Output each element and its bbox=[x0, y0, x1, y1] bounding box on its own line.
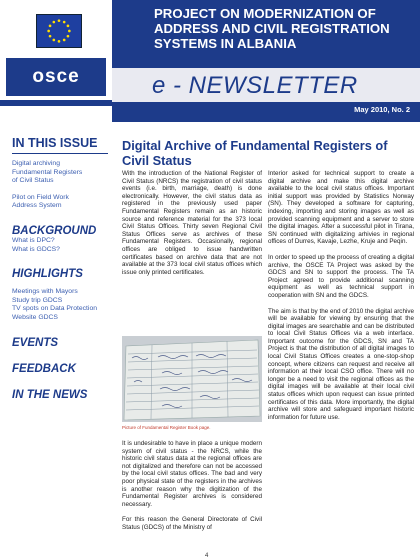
sidebar-link-civil-status[interactable]: of Civil Status bbox=[12, 177, 54, 185]
spacer bbox=[0, 186, 112, 194]
sidebar-link-address-system[interactable]: Address System bbox=[12, 202, 62, 210]
page-number: 4 bbox=[205, 553, 209, 559]
article-column-1-top bbox=[122, 170, 262, 284]
background-heading: BACKGROUND bbox=[12, 224, 97, 237]
highlights-heading: HIGHLIGHTS bbox=[12, 268, 83, 281]
in-the-news-heading[interactable]: IN THE NEWS bbox=[12, 388, 88, 401]
feedback-heading[interactable]: FEEDBACK bbox=[12, 362, 76, 375]
sidebar-link-fundamental-registers[interactable]: Fundamental Registers bbox=[12, 168, 83, 176]
osce-logo bbox=[6, 58, 106, 96]
newsletter-title: e - NEWSLETTER bbox=[152, 72, 358, 99]
register-book-photo bbox=[122, 336, 262, 422]
spacer bbox=[0, 211, 112, 225]
logo-underline bbox=[0, 100, 112, 106]
sidebar-link-digital-archiving[interactable]: Digital archiving bbox=[12, 160, 60, 167]
spacer bbox=[0, 375, 112, 389]
sidebar-rule bbox=[12, 153, 108, 154]
article-paragraph: With the introduction of the National Register of Civil Status (NRCS) the registration of civil status events (i.e. birth, marriage, death) is done electronically. However, the civil status data as registered in the previously used paper Fundamental Registers remain as an historic source and reference material for the 373 local Civil Status Offices. Thirty seven Regional Civil Status Offices serve as archives of these Fundamental Registers. Occasionally, regional offices are obliged to issue handwritten certificates based on archive data that are not available at the 373 local civil status offices which issue only printed certificates. bbox=[122, 170, 262, 276]
sidebar-link-tv-spots[interactable]: TV spots on Data Protection bbox=[12, 305, 98, 313]
sidebar-link-what-is-gdcs[interactable]: What is GDCS? bbox=[12, 245, 60, 253]
spacer bbox=[0, 254, 112, 268]
issue-date: May 2010, No. 2 bbox=[354, 105, 410, 114]
project-title: PROJECT ON MODERNIZATION OF ADDRESS AND CIVIL REGISTRATION SYSTEMS IN ALBANIA bbox=[154, 6, 390, 51]
logo-block bbox=[0, 0, 112, 122]
sidebar-link-meetings-mayors[interactable]: Meetings with Mayors bbox=[12, 288, 78, 296]
sidebar bbox=[0, 136, 112, 560]
sidebar-link-what-is-dpc[interactable]: What is DPC? bbox=[12, 236, 55, 244]
sidebar-link-pilot[interactable]: Pilot on Field Work bbox=[12, 193, 69, 201]
photo-caption: Picture of Fundamental Register Book page. bbox=[122, 425, 211, 430]
article-paragraph: It is undesirable to have in place a unique modern system of civil status - the NRCS, while the historic civil status data at the regional offices are not digitalized and therefore can not be accessed by the local civil status offices. The bad and very poor physical state of the registers in the archives is another reason why the digitization of the Fundamental Register archives is considered necessary. bbox=[122, 440, 262, 508]
article-column-2 bbox=[268, 170, 414, 429]
article-paragraph: Interior asked for technical support to create a digital archive and make this digital archive available to the local civil status offices. Important initial support was provided by Statistics Norway (SN). They developed a software for capturing, indexing, importing and storing images as well as provided scanning equipment and a server to store the digital images. After a successful pilot in Tirana, SN continued with digitalizing arhivies in regional offices of Durres, Kavaje, Lezhe, Kruje and Peqin. bbox=[268, 170, 414, 246]
events-heading[interactable]: EVENTS bbox=[12, 336, 59, 349]
spacer bbox=[0, 280, 112, 288]
osce-logo-text: osce bbox=[32, 66, 80, 87]
sidebar-link-website-gdcs[interactable]: Website GDCS bbox=[12, 313, 58, 321]
article-paragraph: The aim is that by the end of 2010 the digital archive will be available for viewing by ensuring that the digital images are searchable and can be distributed to local Civil Status Offices via a web interface. Important outcome for the GDCS, SN and TA Project is that the distribution of all digital images to local Civil Status Offices creates a one-stop-shop concept, where citizens can request and receive all information at their local CSO office. There will no longer be a need to visit the regional offices as the digital images will be available at their local civil status offices which upon request can issue printed certificates of this data. More importantly, the digital archive will store and safeguard important historic information for future use. bbox=[268, 307, 414, 421]
spacer bbox=[0, 349, 112, 363]
in-this-issue-heading: IN THIS ISSUE bbox=[12, 136, 98, 150]
article-paragraph: In order to speed up the process of creating a digital archive, the OSCE TA Project was asked by the GDCS and SN to support the process. The TA Project agreed to provide additional scanning equipment as well as technical support in cooperation with SN and the GDCS. bbox=[268, 253, 414, 299]
article-paragraph: For this reason the General Directorate of Civil Status (GDCS) of the Ministry of bbox=[122, 516, 262, 531]
article-title: Digital Archive of Fundamental Registers of Civil Status bbox=[122, 138, 388, 168]
article-column-1-bottom bbox=[122, 440, 262, 540]
spacer bbox=[0, 323, 112, 337]
newsletter-header bbox=[0, 0, 420, 122]
eu-flag-icon bbox=[36, 14, 82, 48]
sidebar-link-study-trip[interactable]: Study trip GDCS bbox=[12, 296, 63, 304]
